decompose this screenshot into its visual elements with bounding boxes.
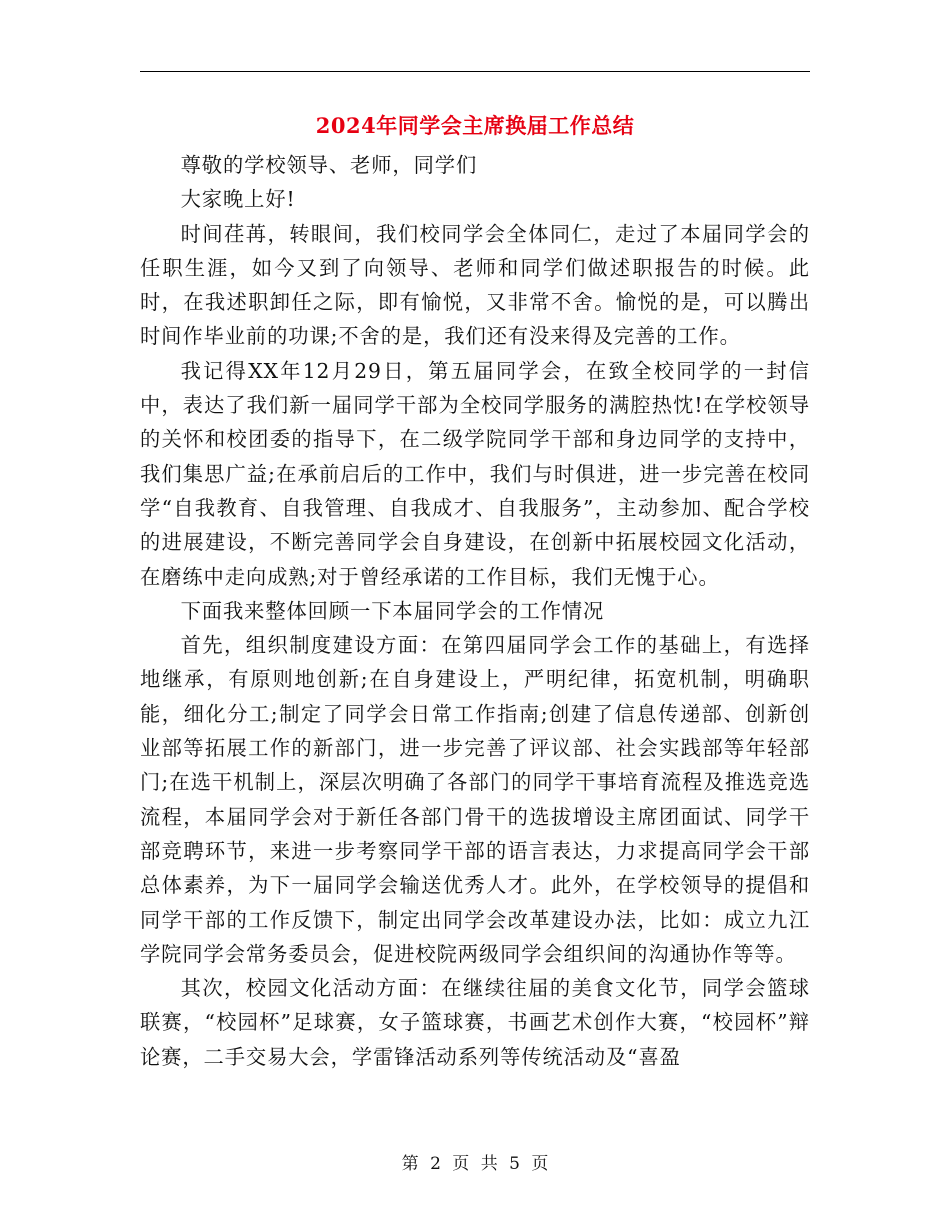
page-number-footer: 第 2 页 共 5 页 [401, 1154, 549, 1174]
greeting-paragraph: 大家晚上好! [180, 187, 296, 212]
body-paragraph: 首先，组织制度建设方面：在第四届同学会工作的基础上，有选择地继承，有原则地创新;在自身建设上，严明纪律，拓宽机制，明确职能，细化分工;制定了同学会日常工作指南;创建了信息传递部、创新创业部等拓展工作的新部门，进一步完善了评议部、社会实践部等年轻部门;在选干机制上，深层次明确了各部门的同学干事培育流程及推选竞选流程，本届同学会对于新任各部门骨干的选拔增设主席团面试、同学干部竞聘环节，来进一步考察同学干部的语言表达，力求提高同学会干部总体素养，为下一届同学会输送优秀人才。此外，在学校领导的提倡和同学干部的工作反馈下，制定出同学会改革建设办法，比如：成立九江学院同学会常务委员会，促进校院两级同学会组织间的沟通协作等等。 [140, 633, 810, 966]
body-paragraph: 我记得XX年12月29日，第五届同学会，在致全校同学的一封信中，表达了我们新一届同学干部为全校同学服务的满腔热忱!在学校领导的关怀和校团委的指导下，在二级学院同学干部和身边同学的支持中，我们集思广益;在承前启后的工作中，我们与时俱进，进一步完善在校同学“自我教育、自我管理、自我成才、自我服务”，主动参加、配合学校的进展建设，不断完善同学会自身建设，在创新中拓展校园文化活动，在磨练中走向成熟;对于曾经承诺的工作目标，我们无愧于心。 [140, 358, 810, 589]
salutation-paragraph: 尊敬的学校领导、老师，同学们 [180, 153, 478, 177]
body-paragraph: 下面我来整体回顾一下本届同学会的工作情况 [180, 598, 605, 623]
document-title: 2024年同学会主席换届工作总结 [315, 113, 635, 138]
body-paragraph: 时间荏苒，转眼间，我们校同学会全体同仁，走过了本届同学会的任职生涯，如今又到了向领导、老师和同学们做述职报告的时候。此时，在我述职卸任之际，即有愉悦，又非常不舍。愉悦的是，可以腾出时间作毕业前的功课;不舍的是，我们还有没来得及完善的工作。 [140, 221, 810, 349]
header-rule [140, 71, 810, 72]
document-body [140, 148, 810, 1074]
body-paragraph: 其次，校园文化活动方面：在继续往届的美食文化节，同学会篮球联赛，“校园杯”足球赛，女子篮球赛，书画艺术创作大赛，“校园杯”辩论赛，二手交易大会，学雷锋活动系列等传统活动及“喜盈 [140, 976, 810, 1069]
